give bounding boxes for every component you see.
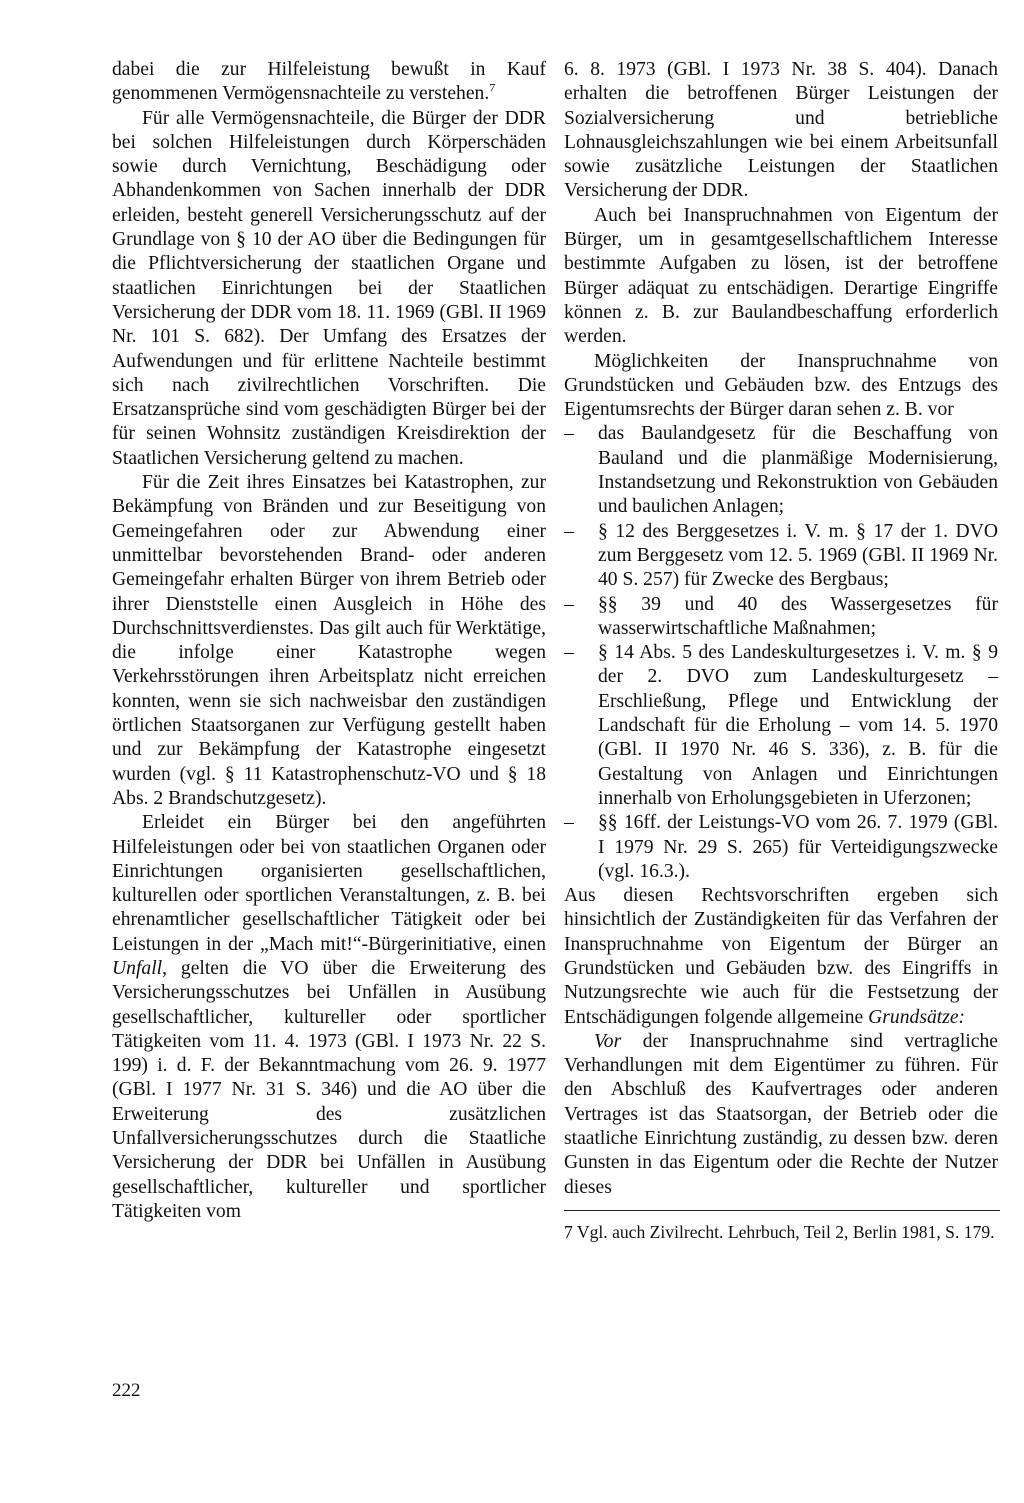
paragraph: dabei die zur Hilfeleistung bewußt in Kauf genommenen Vermögensnachteile zu verstehen.$^7$	[112, 59, 546, 105]
paragraph: 6. 8. 1973 (GBl. I 1973 Nr. 38 S. 404). Danach erhalten die betroffenen Bürger Leistungen der Sozialversicherung und betriebliche Lohnausgleichszahlungen wie bei einem Arbeitsunfall sowie zusätzliche Leistungen der Staatlichen Versicherung der DDR.	[564, 59, 998, 202]
dash-bullet: –	[564, 520, 574, 542]
footnote-divider	[564, 1210, 1000, 1211]
list-item: – das Baulandgesetz für die Beschaffung von Bauland und die planmäßige Modernisierung, Instandsetzung und Rekonstruktion von Gebäuden und baulichen Anlagen;	[564, 423, 998, 518]
dash-bullet: –	[564, 642, 574, 664]
paragraph: Aus diesen Rechtsvorschriften ergeben sich hinsichtlich der Zuständigkeiten für das Verfahren der Inanspruchnahme von Eigentum der Bürger an Grundstücken und Gebäuden bzw. des Eingriffs in Nutzungsrechte wie auch für die Festsetzung der Entschädigungen folgende allgemeine Grundsätze:	[564, 885, 998, 1028]
legal-provisions-list	[564, 422, 998, 884]
left-column	[112, 58, 546, 1224]
dash-bullet: –	[564, 812, 574, 834]
footnote: 7 Vgl. auch Zivilrecht. Lehrbuch, Teil 2, Berlin 1981, S. 179.	[564, 1221, 995, 1242]
right-column	[564, 58, 998, 1243]
paragraph: Für alle Vermögensnachteile, die Bürger der DDR bei solchen Hilfeleistungen durch Körperschäden sowie durch Vernichtung, Beschädigung oder Abhandenkommen von Sachen innerhalb der DDR erleiden, besteht generell Versicherungsschutz auf der Grundlage von § 10 der AO über die Bedingungen für die Pflichtversicherung der staatlichen Organe und staatlichen Einrichtungen bei der Staatlichen Versicherung der DDR vom 18. 11. 1969 (GBl. II 1969 Nr. 101 S. 682). Der Umfang des Ersatzes der Aufwendungen und für erlittene Nachteile bestimmt sich nach zivilrechtlichen Vorschriften. Die Ersatzansprüche sind vom geschädigten Bürger bei der für seinen Wohnsitz zuständigen Kreisdirektion der Staatlichen Versicherung geltend zu machen.	[112, 107, 546, 469]
paragraph: Erleidet ein Bürger bei den angeführten Hilfeleistungen oder bei von staatlichen Organen oder Einrichtungen organisierten gesellschaftlichen, kulturellen oder sportlichen Veranstaltungen, z. B. bei ehrenamtlicher gesellschaftlicher Tätigkeit oder bei Leistungen in der „Mach mit!“-Bürgerinitiative, einen Unfall, gelten die VO über die Erweiterung des Versicherungsschutzes bei Unfällen in Ausübung gesellschaftlicher, kultureller oder sportlicher Tätigkeiten vom 11. 4. 1973 (GBl. I 1973 Nr. 22 S. 199) i. d. F. der Bekanntmachung vom 26. 9. 1977 (GBl. I 1977 Nr. 31 S. 346) und die AO über die Erweiterung des zusätzlichen Unfallversicherungsschutzes durch die Staatliche Versicherung der DDR bei Unfällen in Ausübung gesellschaftlicher, kultureller und sportlicher Tätigkeiten vom	[112, 812, 546, 1222]
list-item: – § 12 des Berggesetzes i. V. m. § 17 der 1. DVO zum Berggesetz vom 12. 5. 1969 (GBl. II 1969 Nr. 40 S. 257) für Zwecke des Bergbaus;	[564, 520, 998, 591]
paragraph: Vor der Inanspruchnahme sind vertragliche Verhandlungen mit dem Eigentümer zu führen. Für den Abschluß des Kaufvertrages oder anderen Vertrages ist das Staatsorgan, der Betrieb oder die staatliche Einrichtung zuständig, zu dessen bzw. deren Gunsten in das Eigentum oder die Rechte der Nutzer dieses	[564, 1030, 998, 1198]
paragraph: Möglichkeiten der Inanspruchnahme von Grundstücken und Gebäuden bzw. des Entzugs des Eigentumsrechts der Bürger daran sehen z. B. vor	[564, 350, 998, 421]
footnote-reference: 7	[489, 80, 496, 95]
list-item: – §§ 39 und 40 des Wassergesetzes für wasserwirtschaftliche Maßnahmen;	[564, 593, 998, 639]
paragraph: Für die Zeit ihres Einsatzes bei Katastrophen, zur Bekämpfung von Bränden und zur Beseitigung von Gemeingefahren oder zur Abwendung einer unmittelbar bevorstehenden Brand- oder anderen Gemeingefahr erhalten Bürger von ihrem Betrieb oder ihrer Dienststelle einen Ausgleich in Höhe des Durchschnittsverdienstes. Das gilt auch für Werktätige, die infolge einer Katastrophe wegen Verkehrsstörungen ihren Arbeitsplatz nicht erreichen konnten, wenn sie sich nachweisbar den zuständigen örtlichen Staatsorganen zur Verfügung gestellt haben und zur Bekämpfung der Katastrophe eingesetzt wurden (vgl. § 11 Katastrophenschutz-VO und § 18 Abs. 2 Brandschutzgesetz).	[112, 472, 546, 809]
dash-bullet: –	[564, 423, 574, 445]
page-number: 222	[112, 1380, 141, 1401]
list-item: – §§ 16ff. der Leistungs-VO vom 26. 7. 1979 (GBl. I 1979 Nr. 29 S. 265) für Verteidigungszwecke (vgl. 16.3.).	[564, 812, 998, 882]
dash-bullet: –	[564, 593, 574, 615]
paragraph: Auch bei Inanspruchnahmen von Eigentum der Bürger, um in gesamtgesellschaftlichem Interesse bestimmte Aufgaben zu lösen, ist der betroffene Bürger adäquat zu entschädigen. Derartige Eingriffe können z. B. zur Baulandbeschaffung erforderlich werden.	[564, 204, 998, 348]
list-item: – § 14 Abs. 5 des Landeskulturgesetzes i. V. m. § 9 der 2. DVO zum Landeskulturgesetz – Erschließung, Pflege und Entwicklung der Landschaft für die Erholung – vom 14. 5. 1970 (GBl. II 1970 Nr. 46 S. 336), z. B. für die Gestaltung von Anlagen und Einrichtungen innerhalb von Erholungsgebieten in Uferzonen;	[564, 642, 998, 809]
